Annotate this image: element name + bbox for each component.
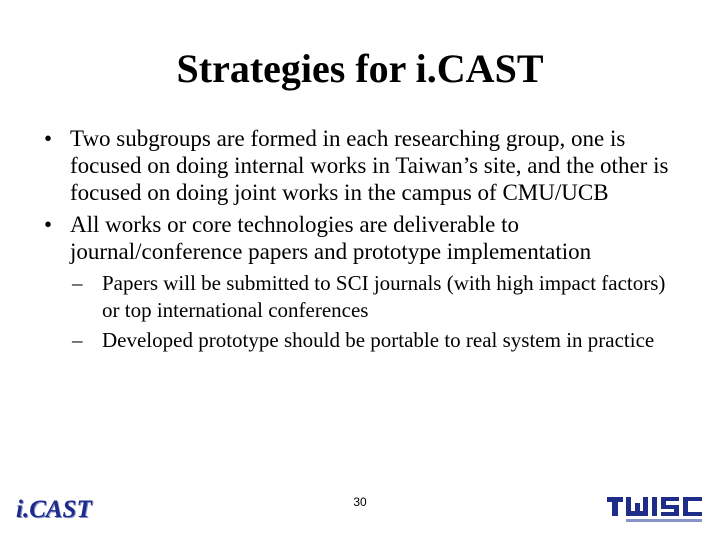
- bullet-item: [44, 125, 684, 206]
- bullet-text: All works or core technologies are deliverable to journal/conference papers and prototype implementation: [70, 212, 592, 264]
- sub-bullet-item: [70, 327, 684, 354]
- page-number: 30: [353, 495, 367, 509]
- dash-glyph: –: [72, 328, 83, 352]
- sub-bullet-text: Developed prototype should be portable to real system in practice: [102, 328, 655, 352]
- bullet-item: [44, 211, 684, 265]
- sub-bullet-item: [70, 270, 684, 324]
- slide-title: Strategies for i.CAST: [176, 46, 544, 91]
- sub-bullet-text: Papers will be submitted to SCI journals (with high impact factors) or top international conferences: [102, 271, 666, 322]
- bullet-text: Two subgroups are formed in each researching group, one is focused on doing internal works in Taiwan’s site, and the other is focused on doing joint works in the campus of CMU/UCB: [70, 126, 669, 205]
- slide-body: [44, 125, 684, 357]
- icast-logo: i.CAST: [16, 496, 92, 523]
- twisc-logo-icon: [606, 494, 704, 524]
- bullet-glyph: •: [44, 126, 53, 151]
- sub-bullet-list: [70, 270, 684, 354]
- bullet-glyph: •: [44, 212, 53, 237]
- dash-glyph: –: [72, 271, 83, 295]
